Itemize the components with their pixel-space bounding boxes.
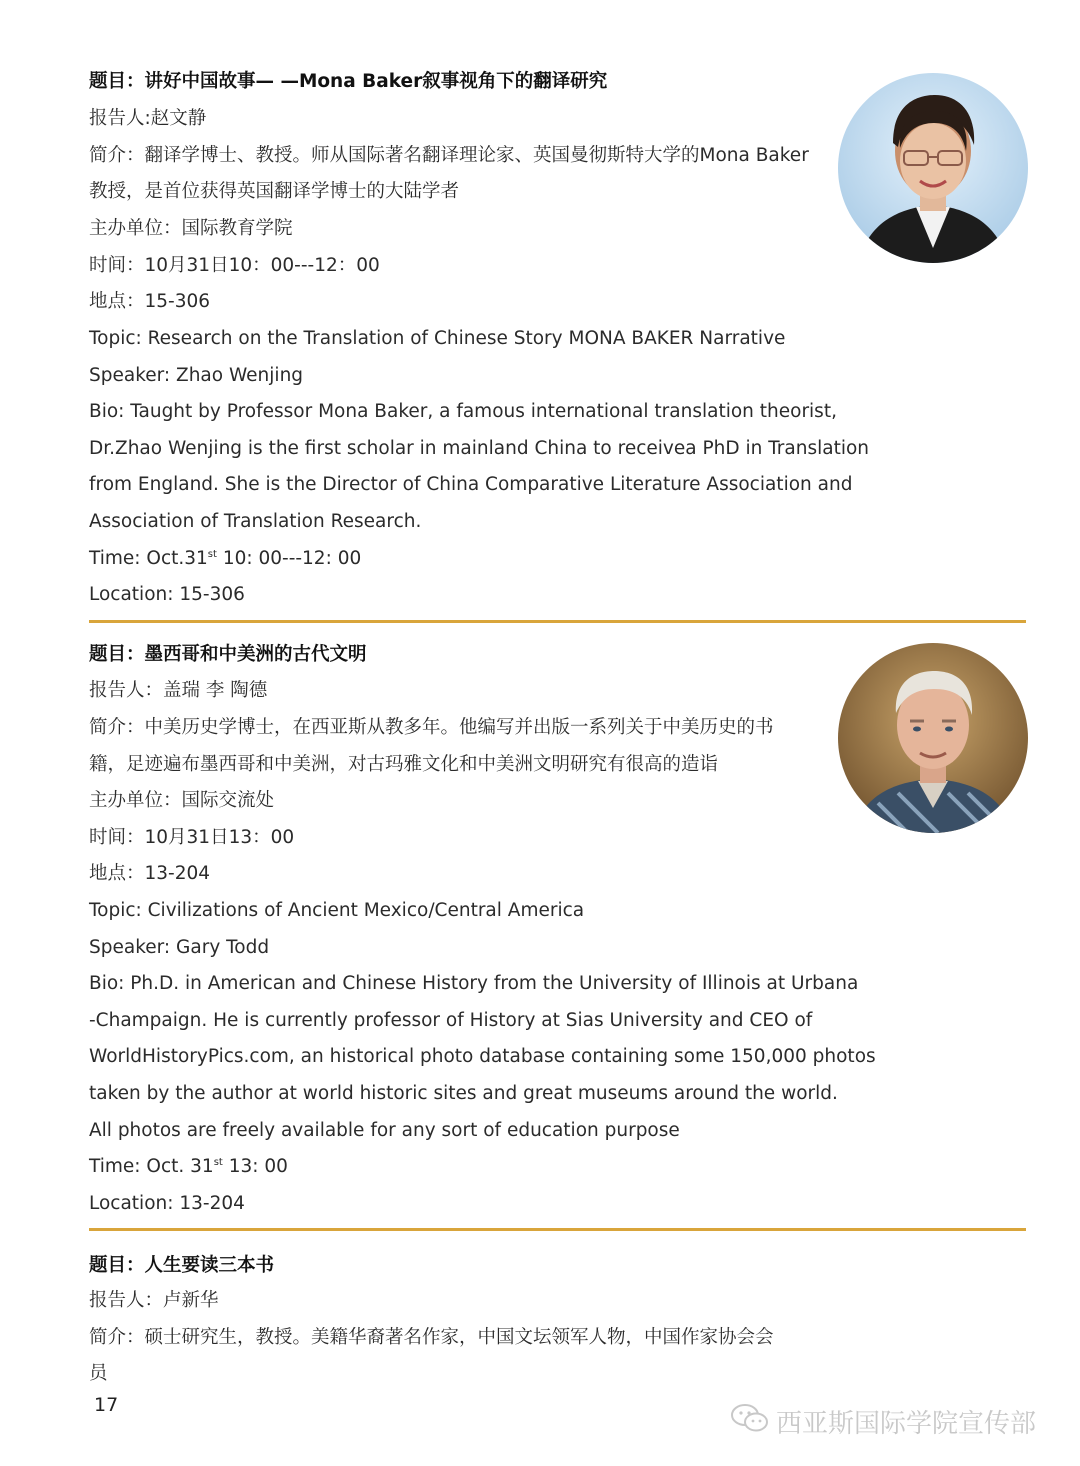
bio-cn-line: 简介：翻译学博士、教授。师从国际著名翻译理论家、英国曼彻斯特大学的Mona Baker xyxy=(89,145,809,166)
host-cn: 主办单位：国际交流处 xyxy=(89,790,275,811)
bio-cn-line: 教授，是首位获得英国翻译学博士的大陆学者 xyxy=(89,181,460,202)
bio-cn-line: 简介：硕士研究生，教授。美籍华裔著名作家，中国文坛领军人物，中国作家协会会 xyxy=(89,1327,774,1348)
topic-en: Topic: Research on the Translation of Chinese Story MONA BAKER Narrative xyxy=(89,328,786,349)
bio-en-line: Dr.Zhao Wenjing is the first scholar in mainland China to receivea PhD in Translation xyxy=(89,438,870,459)
speaker-cn: 报告人:赵文静 xyxy=(89,108,207,129)
bio-en-line: All photos are freely available for any sort of education purpose xyxy=(89,1120,680,1141)
time-cn: 时间：10月31日13：00 xyxy=(89,827,295,848)
bio-en-line: WorldHistoryPics.com, an historical photo database containing some 150,000 photos xyxy=(89,1046,876,1067)
time-en: Time: Oct.31st 10: 00---12: 00 xyxy=(89,548,362,569)
time-cn: 时间：10月31日10：00---12：00 xyxy=(89,255,380,276)
speaker-photo-zhao-wenjing xyxy=(838,73,1028,263)
lecture-title: 题目：人生要读三本书 xyxy=(89,1255,275,1276)
bio-en-line: from England. She is the Director of China Comparative Literature Association and xyxy=(89,474,853,495)
page-number: 17 xyxy=(94,1394,119,1416)
section-divider xyxy=(89,1228,1026,1231)
topic-en: Topic: Civilizations of Ancient Mexico/Central America xyxy=(89,900,585,921)
host-cn: 主办单位：国际教育学院 xyxy=(89,218,293,239)
bio-cn-line: 员 xyxy=(89,1363,108,1384)
bio-en-line: Bio: Taught by Professor Mona Baker, a famous international translation theorist, xyxy=(89,401,837,422)
speaker-cn: 报告人：盖瑞 李 陶德 xyxy=(89,680,268,701)
watermark-text: 西亚斯国际学院宣传部 xyxy=(776,1409,1037,1439)
lecture-title: 题目：墨西哥和中美洲的古代文明 xyxy=(89,644,367,665)
speaker-cn: 报告人：卢新华 xyxy=(89,1290,219,1311)
location-en: Location: 13-204 xyxy=(89,1193,245,1214)
location-en: Location: 15-306 xyxy=(89,584,245,605)
watermark xyxy=(730,1402,1036,1441)
speaker-en: Speaker: Zhao Wenjing xyxy=(89,365,304,386)
section-divider xyxy=(89,620,1026,623)
wechat-icon xyxy=(730,1402,770,1441)
bio-en-line: Bio: Ph.D. in American and Chinese History from the University of Illinois at Urbana xyxy=(89,973,859,994)
speaker-en: Speaker: Gary Todd xyxy=(89,937,270,958)
speaker-photo-gary-todd xyxy=(838,643,1028,833)
time-en: Time: Oct. 31st 13: 00 xyxy=(89,1156,288,1177)
bio-en-line: taken by the author at world historic sites and great museums around the world. xyxy=(89,1083,838,1104)
bio-en-line: Association of Translation Research. xyxy=(89,511,422,532)
location-cn: 地点：15-306 xyxy=(89,291,211,312)
location-cn: 地点：13-204 xyxy=(89,863,211,884)
lecture-title: 题目：讲好中国故事— —Mona Baker叙事视角下的翻译研究 xyxy=(89,71,608,92)
bio-cn-line: 简介：中美历史学博士，在西亚斯从教多年。他编写并出版一系列关于中美历史的书 xyxy=(89,717,774,738)
bio-cn-line: 籍，足迹遍布墨西哥和中美洲，对古玛雅文化和中美洲文明研究有很高的造诣 xyxy=(89,754,719,775)
bio-en-line: -Champaign. He is currently professor of History at Sias University and CEO of xyxy=(89,1010,813,1031)
